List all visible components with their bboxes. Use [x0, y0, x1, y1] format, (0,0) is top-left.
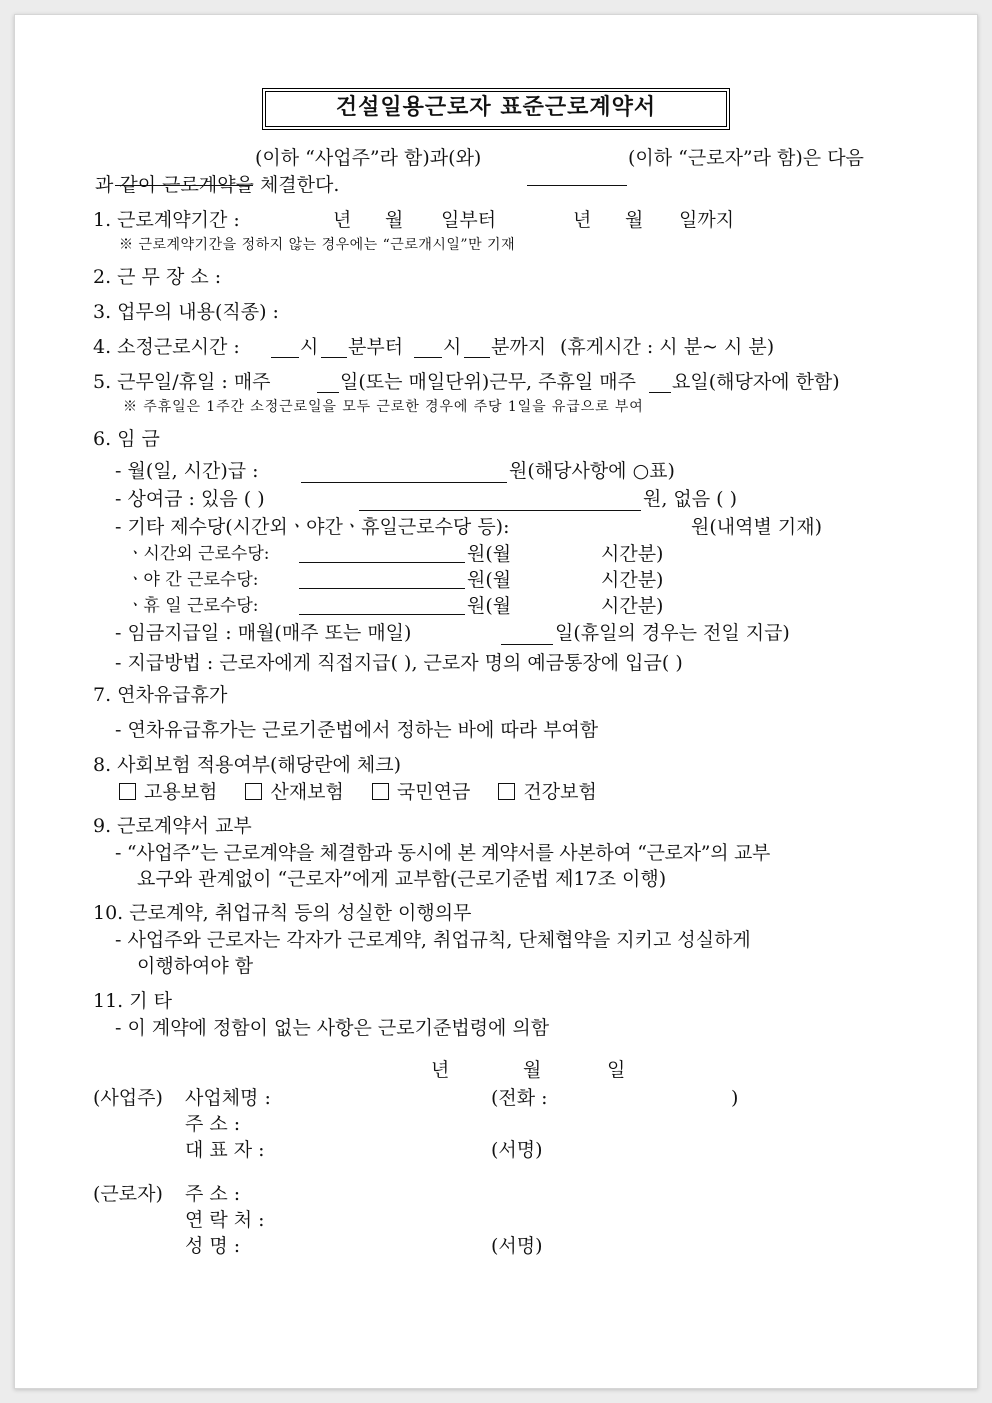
s9-line1: - “사업주”는 근로계약을 체결함과 동시에 본 계약서를 사본하여 “근로자”의 교부 [115, 842, 771, 864]
employer-address-label: 주 소 : [185, 1113, 241, 1135]
s4-rest: (휴게시간 : 시 분~ 시 분) [560, 336, 775, 358]
date-month: 월 [523, 1059, 542, 1081]
intro-text-1a: (이하 “사업주”라 함)과(와) [255, 147, 482, 169]
s1-label: 1. 근로계약기간 : [93, 209, 240, 231]
s9-line2: 요구와 관계없이 “근로자”에게 교부함(근로기준법 제17조 이행) [137, 868, 667, 890]
s6-label: 6. 임 금 [93, 428, 160, 450]
employment-insurance-label: 고용보험 [144, 781, 218, 803]
s6-holiday-hours: 시간분) [601, 595, 664, 617]
s6-overtime-won: 원(월 [467, 543, 512, 565]
s6-bonus-b: 원, 없음 ( ) [643, 488, 738, 510]
national-pension-label: 국민연금 [396, 781, 471, 803]
s6-method: - 지급방법 : 근로자에게 직접지급( ), 근로자 명의 예금통장에 입금( ) [115, 652, 683, 674]
worker-name-blank [527, 185, 627, 186]
s1-day2: 일까지 [679, 209, 735, 231]
s6-night-label: ㆍ야 간 근로수당: [127, 570, 259, 590]
s7-label: 7. 연차유급휴가 [93, 684, 228, 706]
s5-days-blank [317, 392, 339, 393]
s7-line: - 연차유급휴가는 근로기준법에서 정하는 바에 따라 부여함 [115, 719, 599, 741]
checkbox-health-insurance[interactable] [498, 783, 515, 800]
s6-wage-b: 원(해당사항에 ○표) [509, 460, 675, 482]
s4-hour2-blank [414, 357, 442, 358]
s4-min1: 분부터 [348, 336, 404, 358]
health-insurance-label: 건강보험 [523, 781, 597, 803]
worker-role: (근로자) [93, 1183, 163, 1205]
s2-label: 2. 근 무 장 소 : [93, 266, 222, 288]
s1-year1: 년 [333, 209, 352, 231]
worker-sign: (서명) [491, 1235, 543, 1257]
employer-sign: (서명) [491, 1139, 543, 1161]
checkbox-accident-insurance[interactable] [245, 783, 262, 800]
s1-note: ※ 근로계약기간을 정하지 않는 경우에는 “근로개시일”만 기재 [119, 237, 516, 253]
employer-phone-label: (전화 : [491, 1087, 548, 1109]
checkbox-national-pension[interactable] [372, 783, 389, 800]
insurance-health[interactable] [498, 781, 596, 803]
s4-hour1: 시 [300, 336, 319, 358]
worker-name-label: 성 명 : [185, 1235, 241, 1257]
s11-label: 11. 기 타 [93, 990, 173, 1012]
s6-holiday-label: ㆍ휴 일 근로수당: [127, 596, 259, 616]
s4-min2-blank [464, 357, 490, 358]
s4-min1-blank [321, 357, 347, 358]
s9-label: 9. 근로계약서 교부 [93, 815, 252, 837]
s6-night-hours: 시간분) [601, 569, 664, 591]
s6-night-won: 원(월 [467, 569, 512, 591]
s4-hour1-blank [271, 357, 299, 358]
s6-payday-b: 일(휴일의 경우는 전일 지급) [555, 622, 790, 644]
s6-overtime-hours: 시간분) [601, 543, 664, 565]
s4-label: 4. 소정근로시간 : [93, 336, 240, 358]
s6-allow-a: - 기타 제수당(시간외ㆍ야간ㆍ휴일근로수당 등): [115, 516, 510, 538]
insurance-checklist [119, 780, 619, 804]
accident-insurance-label: 산재보험 [270, 781, 344, 803]
s5-note: ※ 주휴일은 1주간 소정근로일을 모두 근로한 경우에 주당 1일을 유급으로 부여 [123, 399, 644, 415]
date-year: 년 [431, 1059, 450, 1081]
s10-line1: - 사업주와 근로자는 각자가 근로계약, 취업규칙, 단체협약을 지키고 성실하게 [115, 929, 751, 951]
s6-wage-a: - 월(일, 시간)급 : [115, 460, 259, 482]
insurance-pension[interactable] [372, 781, 470, 803]
s3-label: 3. 업무의 내용(직종) : [93, 301, 279, 323]
s6-holiday-blank [299, 614, 465, 615]
employer-role: (사업주) [93, 1087, 163, 1109]
worker-contact-label: 연 락 처 : [185, 1209, 265, 1231]
contract-page [14, 14, 978, 1389]
insurance-accident[interactable] [245, 781, 343, 803]
date-day: 일 [607, 1059, 626, 1081]
s6-overtime-blank [299, 562, 465, 563]
employer-phone-close: ) [731, 1087, 739, 1109]
employer-rep-label: 대 표 자 : [185, 1139, 265, 1161]
s5-weekday-blank [649, 392, 671, 393]
checkbox-employment-insurance[interactable] [119, 783, 136, 800]
s6-overtime-label: ㆍ시간외 근로수당: [127, 544, 270, 564]
worker-address-label: 주 소 : [185, 1183, 241, 1205]
s11-line: - 이 계약에 정함이 없는 사항은 근로기준법령에 의함 [115, 1017, 550, 1039]
s6-holiday-won: 원(월 [467, 595, 512, 617]
s1-month1: 월 [385, 209, 404, 231]
s6-payday-blank [501, 644, 553, 645]
s5-b: 일(또는 매일단위)근무, 주휴일 매주 [340, 371, 636, 393]
s6-night-blank [299, 588, 465, 589]
s5-a: 5. 근무일/휴일 : 매주 [93, 371, 271, 393]
s8-label: 8. 사회보험 적용여부(해당란에 체크) [93, 754, 402, 776]
s6-bonus-blank [359, 510, 641, 511]
s10-line2: 이행하여야 함 [137, 955, 254, 977]
s6-wage-blank [301, 482, 507, 483]
s1-day1: 일부터 [441, 209, 497, 231]
employer-company-label: 사업체명 : [185, 1087, 271, 1109]
document-title: 건설일용근로자 표준근로계약서 [335, 95, 657, 120]
s4-min2: 분까지 [491, 336, 547, 358]
s6-payday-a: - 임금지급일 : 매월(매주 또는 매일) [115, 622, 412, 644]
s1-year2: 년 [573, 209, 592, 231]
intro-text-2: 과 같이 근로계약을 체결한다. [95, 174, 340, 196]
s4-hour2: 시 [443, 336, 462, 358]
s5-c: 요일(해당자에 한함) [672, 371, 840, 393]
title-box [265, 91, 727, 127]
s1-month2: 월 [625, 209, 644, 231]
intro-text-1b: (이하 “근로자”라 함)은 다음 [628, 147, 864, 169]
s6-allow-b: 원(내역별 기재) [691, 516, 822, 538]
s10-label: 10. 근로계약, 취업규칙 등의 성실한 이행의무 [93, 902, 472, 924]
insurance-employment[interactable] [119, 781, 217, 803]
s6-bonus-a: - 상여금 : 있음 ( ) [115, 488, 265, 510]
